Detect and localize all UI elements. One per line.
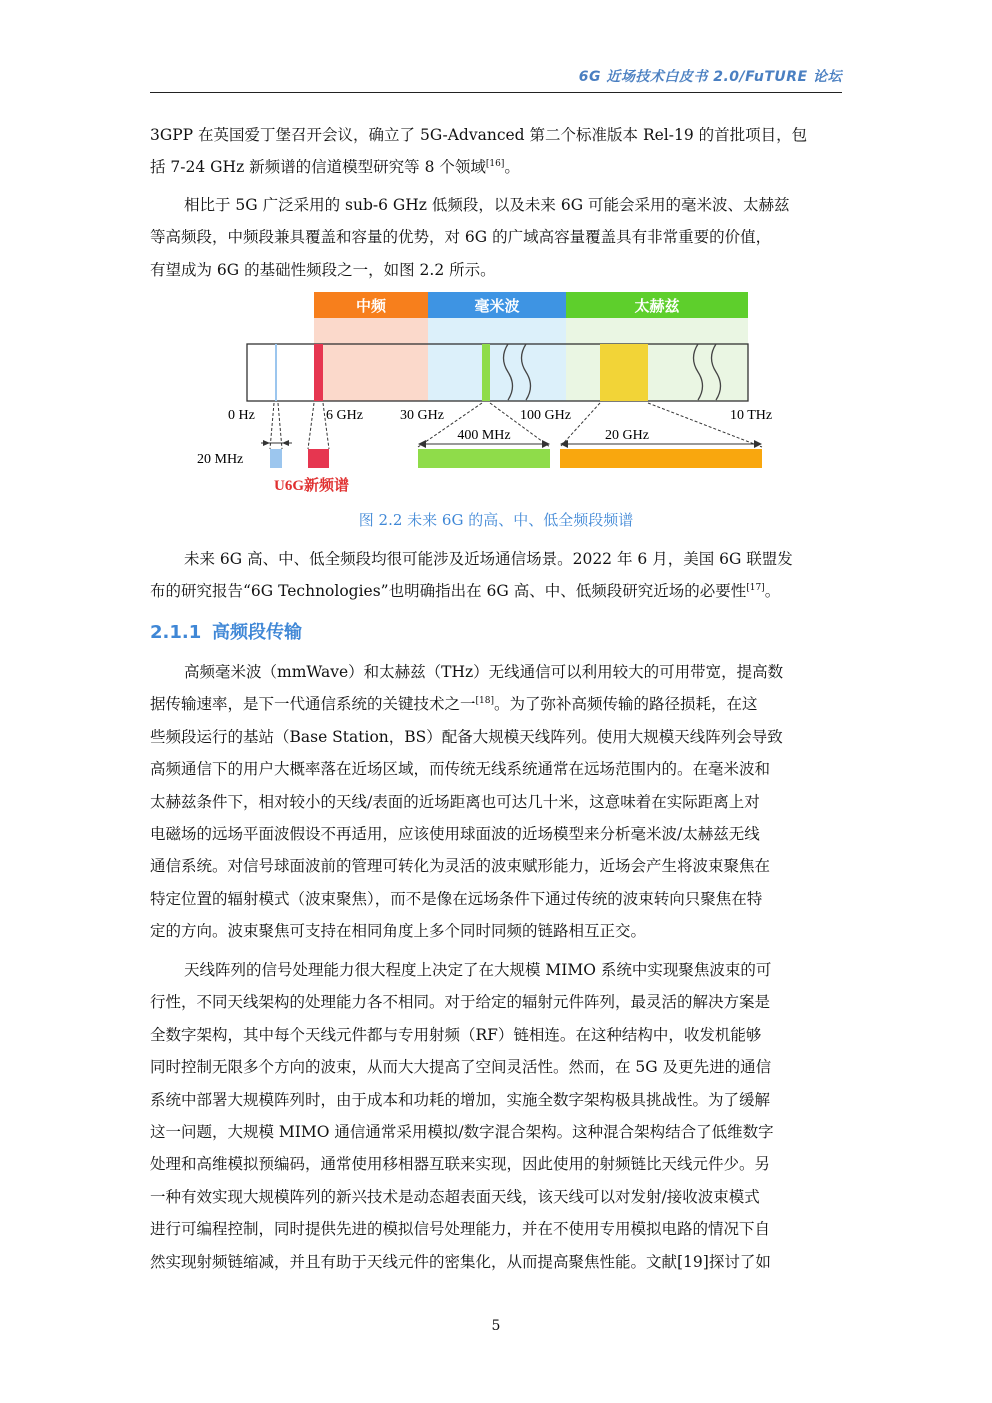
text-line: 系统中部署大规模阵列时，由于成本和功耗的增加，实施全数字架构极具挑战性。为了缓解 <box>150 1090 771 1109</box>
text-run: 。 <box>764 582 781 601</box>
u6g-label: U6G新频谱 <box>274 478 350 494</box>
zoom-line-20mhz-a <box>270 403 274 449</box>
label-400mhz: 400 MHz <box>457 428 511 443</box>
section-title: 高频段传输 <box>212 622 302 643</box>
label-20mhz: 20 MHz <box>197 452 244 467</box>
text-line <box>150 151 842 183</box>
text-run: 布的研究报告“6G Technologies”也明确指出在 6G 高、中、低频段研究近场的必要性 <box>150 582 747 601</box>
label-10thz: 10 THz <box>730 408 773 423</box>
text-line: 些频段运行的基站（Base Station，BS）配备大规模天线阵列。使用大规模天线阵列会导致 <box>150 727 783 746</box>
bar-20ghz <box>560 449 762 468</box>
mmwave-band-label: 毫米波 <box>474 297 520 315</box>
text-line: 然实现射频链缩减，并且有助于天线元件的密集化，从而提高聚焦性能。文献[19]探讨了如 <box>150 1252 771 1271</box>
text-line: 特定位置的辐射模式（波束聚焦），而不是像在远场条件下通过传统的波束转向只聚焦在特 <box>150 889 763 908</box>
text-run: 括 7-24 GHz 新频谱的信道模型研究等 8 个领域 <box>150 158 486 177</box>
text-line: 天线阵列的信号处理能力很大程度上决定了在大规模 MIMO 系统中实现聚焦波束的可 <box>184 961 772 979</box>
u6g-band <box>314 344 323 401</box>
paragraph-2 <box>150 189 842 286</box>
mid-band-label: 中频 <box>355 297 387 315</box>
text-line: 全数字架构，其中每个天线元件都与专用射频（RF）链相连。在这种结构中，收发机能够 <box>150 1025 762 1044</box>
text-run: 。为了弥补高频传输的路径损耗，在这 <box>494 695 758 714</box>
citation-ref[interactable]: [18] <box>475 696 494 707</box>
mmwave-400mhz-band <box>482 344 490 401</box>
text-line: 这一问题，大规模 MIMO 通信通常采用模拟/数字混合架构。这种混合架构结合了低维数字 <box>150 1122 774 1141</box>
paragraph-5 <box>150 954 842 1278</box>
text-line: 等高频段，中频段兼具覆盖和容量的优势，对 6G 的广域高容量覆盖具有非常重要的价值， <box>150 228 772 247</box>
figure-caption: 图 2.2 未来 6G 的高、中、低全频段频谱 <box>358 511 634 529</box>
text-line: 进行可编程控制，同时提供先进的模拟信号处理能力，并在不使用专用模拟电路的情况下自 <box>150 1220 771 1239</box>
page-number: 5 <box>491 1318 501 1334</box>
text-line: 电磁场的远场平面波假设不再适用，应该使用球面波的近场模型来分析毫米波/太赫兹无线 <box>150 824 760 843</box>
text-line: 未来 6G 高、中、低全频段均很可能涉及近场通信场景。2022 年 6 月，美国 6G 联盟发 <box>184 550 793 568</box>
header-rule <box>150 92 842 93</box>
spectrum-figure <box>190 288 800 504</box>
text-run: 。 <box>504 158 520 177</box>
section-heading <box>150 618 302 644</box>
text-line: 处理和高维模拟预编码，通常使用移相器互联来实现，因此使用的射频链比天线元件少。另 <box>150 1155 771 1174</box>
text-run: 据传输速率，是下一代通信系统的关键技术之一 <box>150 695 476 714</box>
zoom-line-20mhz-b <box>278 403 282 449</box>
citation-ref[interactable]: [16] <box>485 159 505 170</box>
text-line: 相比于 5G 广泛采用的 sub-6 GHz 低频段，以及未来 6G 可能会采用的毫米波、太赫兹 <box>184 196 790 214</box>
section-number: 2.1.1 <box>150 622 202 643</box>
paragraph-4 <box>150 656 842 948</box>
mmwave-band-shade <box>428 318 566 401</box>
text-line <box>150 575 842 607</box>
text-line: 有望成为 6G 的基础性频段之一，如图 2.2 所示。 <box>150 260 496 279</box>
text-line: 高频毫米波（mmWave）和太赫兹（THz）无线通信可以利用较大的可用带宽，提高数 <box>184 663 784 681</box>
running-header: 6G 近场技术白皮书 2.0/FuTURE 论坛 <box>578 69 842 85</box>
text-line: 一种有效实现大规模阵列的新兴技术是动态超表面天线，该天线可以对发射/接收波束模式 <box>150 1187 760 1206</box>
text-line: 定的方向。波束聚焦可支持在相同角度上多个同时同频的链路相互正交。 <box>150 922 647 941</box>
label-100ghz: 100 GHz <box>520 408 571 423</box>
text-line <box>150 688 842 720</box>
text-line: 行性，不同天线架构的处理能力各不相同。对于给定的辐射元件阵列，最灵活的解决方案是 <box>150 993 771 1012</box>
zoom-line-u6g-a <box>308 403 314 449</box>
thz-20ghz-band <box>600 344 648 401</box>
text-line: 太赫兹条件下，相对较小的天线/表面的近场距离也可达几十米，这意味着在实际距离上对 <box>150 792 760 811</box>
thz-band-label: 太赫兹 <box>634 297 680 315</box>
text-line: 3GPP 在英国爱丁堡召开会议，确立了 5G-Advanced 第二个标准版本 Rel-19 的首批项目，包 <box>150 126 808 144</box>
bar-20mhz <box>270 449 282 468</box>
label-6ghz: 6 GHz <box>326 408 363 423</box>
text-line: 同时控制无限多个方向的波束，从而大大提高了空间灵活性。然而，在 5G 及更先进的通信 <box>150 1058 772 1077</box>
label-20ghz: 20 GHz <box>605 428 649 443</box>
paragraph-1 <box>150 119 842 184</box>
mid-band-shade <box>314 318 428 401</box>
bar-u6g <box>308 449 329 468</box>
label-0hz: 0 Hz <box>228 408 255 423</box>
label-30ghz: 30 GHz <box>400 408 444 423</box>
citation-ref[interactable]: [17] <box>746 583 765 594</box>
text-line: 通信系统。对信号球面波前的管理可转化为灵活的波束赋形能力，近场会产生将波束聚焦在 <box>150 857 771 876</box>
paragraph-3 <box>150 543 842 608</box>
text-line: 高频通信下的用户大概率落在近场区域，而传统无线系统通常在远场范围内的。在毫米波和 <box>150 760 771 779</box>
bar-400mhz <box>418 449 550 468</box>
